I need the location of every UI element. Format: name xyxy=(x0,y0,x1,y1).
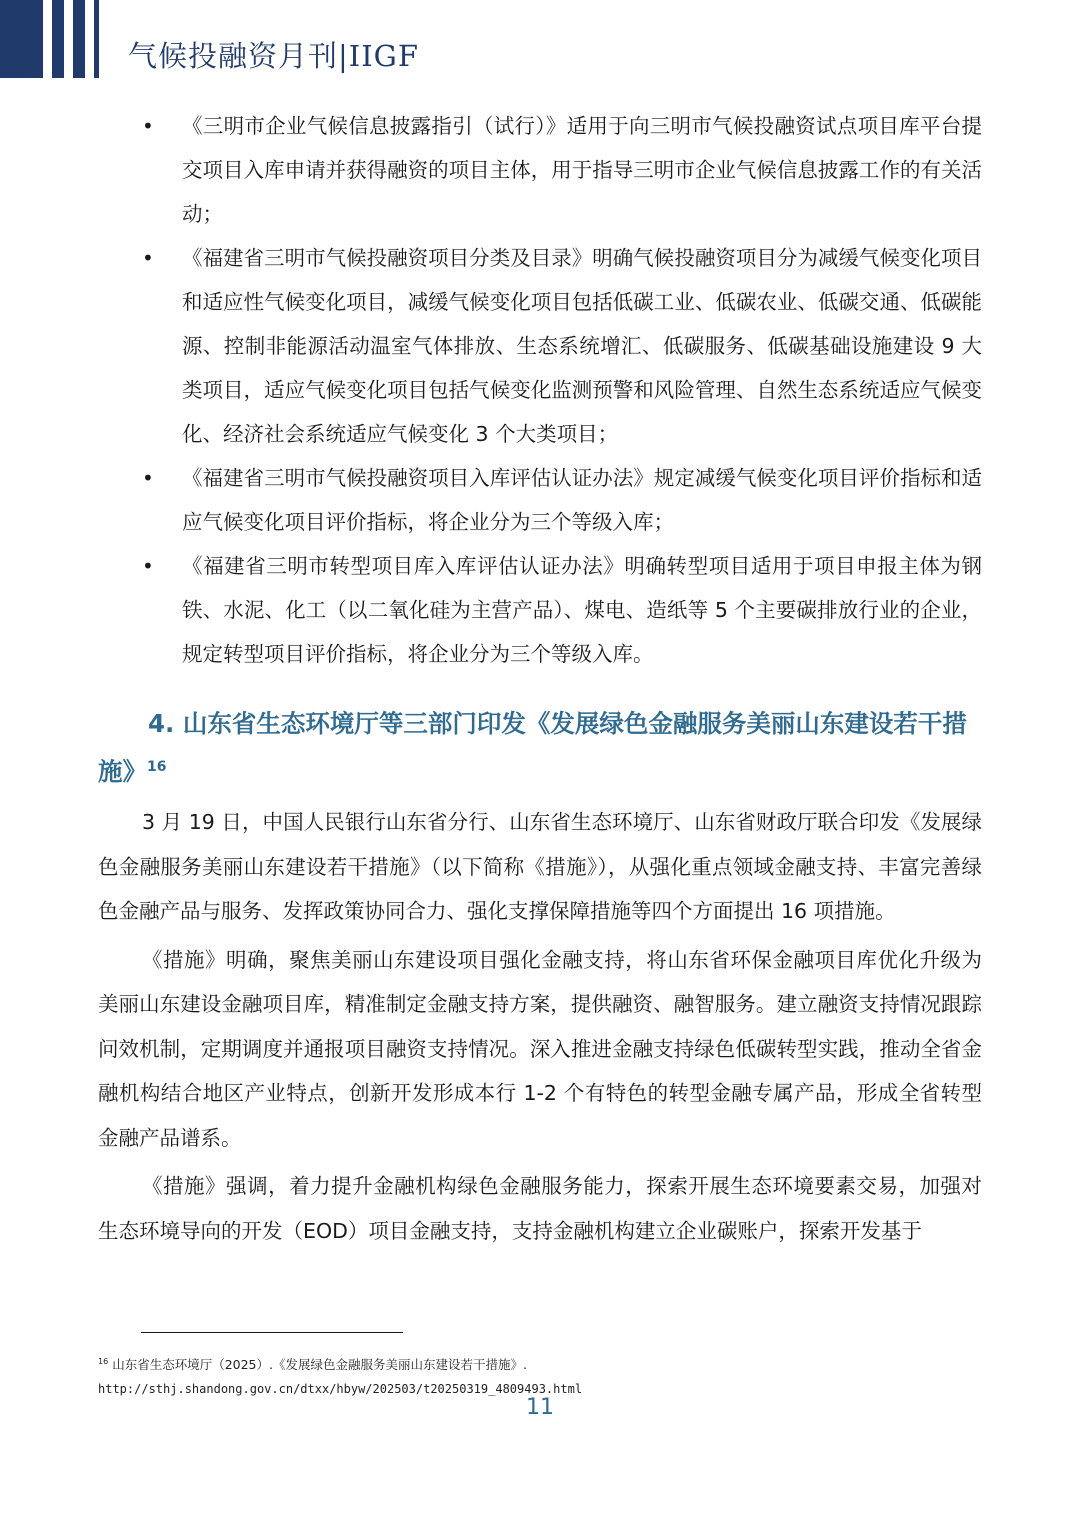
footnote-citation xyxy=(98,1353,798,1377)
header-bar xyxy=(0,0,43,78)
bullet-icon: • xyxy=(142,246,154,270)
footnote-text: 山东省生态环境厅（2025）.《发展绿色金融服务美丽山东建设若干措施》. xyxy=(112,1357,527,1372)
footnote-reference[interactable]: 16 xyxy=(147,758,167,775)
list-item xyxy=(98,104,982,236)
page-header xyxy=(0,0,1080,90)
body-paragraph: 《措施》明确，聚焦美丽山东建设项目强化金融支持，将山东省环保金融项目库优化升级为美丽山东建设金融项目库，精准制定金融支持方案，提供融资、融智服务。建立融资支持情况跟踪问效机制，定期调度并通报项目融资支持情况。深入推进金融支持绿色低碳转型实践，推动全省金融机构结合地区产业特点，创新开发形成本行 1-2 个有特色的转型金融专属产品，形成全省转型金融产品谱系。 xyxy=(98,947,982,1150)
footnote-number: 16 xyxy=(98,1356,109,1366)
list-item xyxy=(98,456,982,544)
bullet-list xyxy=(98,104,982,676)
list-item xyxy=(98,236,982,456)
body-paragraph: 3 月 19 日，中国人民银行山东省分行、山东省生态环境厅、山东省财政厅联合印发《发展绿色金融服务美丽山东建设若干措施》（以下简称《措施》），从强化重点领域金融支持、丰富完善绿色金融产品与服务、发挥政策协同合力、强化支撑保障措施等四个方面提出 16 项措施。 xyxy=(98,810,982,923)
bullet-icon: • xyxy=(142,466,154,490)
header-bar xyxy=(73,0,85,78)
footnote-url[interactable]: http://sthj.shandong.gov.cn/dtxx/hbyw/202503/t20250319_4809493.html xyxy=(98,1382,583,1396)
list-item-text: 《福建省三明市气候投融资项目入库评估认证办法》规定减缓气候变化项目评价指标和适应气候变化项目评价指标，将企业分为三个等级入库； xyxy=(182,466,982,534)
list-item xyxy=(98,544,982,676)
body-paragraph: 《措施》强调，着力提升金融机构绿色金融服务能力，探索开展生态环境要素交易，加强对生态环境导向的开发（EOD）项目金融支持，支持金融机构建立企业碳账户，探索开发基于 xyxy=(98,1174,982,1243)
list-item-text: 《福建省三明市气候投融资项目分类及目录》明确气候投融资项目分为减缓气候变化项目和适应性气候变化项目，减缓气候变化项目包括低碳工业、低碳农业、低碳交通、低碳能源、控制非能源活动温室气体排放、生态系统增汇、低碳服务、低碳基础设施建设 9 大类项目，适应气候变化项目包括气候变化监测预警和风险管理、自然生态系统适应气候变化、经济社会系统适应气候变化 3 个大类项目； xyxy=(182,246,982,446)
header-bar xyxy=(52,0,64,78)
page-number: 11 xyxy=(526,1395,554,1420)
footnote-divider xyxy=(141,1332,403,1333)
header-title: 气候投融资月刊|IIGF xyxy=(128,39,419,73)
list-item-text: 《福建省三明市转型项目库入库评估认证办法》明确转型项目适用于项目申报主体为钢铁、水泥、化工（以二氧化硅为主营产品）、煤电、造纸等 5 个主要碳排放行业的企业，规定转型项目评价指标，将企业分为三个等级入库。 xyxy=(182,554,982,666)
bullet-icon: • xyxy=(142,554,154,578)
section-heading-text: 4. 山东省生态环境厅等三部门印发《发展绿色金融服务美丽山东建设若干措施》 xyxy=(98,709,967,786)
list-item-text: 《三明市企业气候信息披露指引（试行）》适用于向三明市气候投融资试点项目库平台提交项目入库申请并获得融资的项目主体，用于指导三明市企业气候信息披露工作的有关活动； xyxy=(182,114,982,226)
footnote xyxy=(98,1353,798,1401)
bullet-icon: • xyxy=(142,114,154,138)
header-bar xyxy=(94,0,99,78)
section-heading xyxy=(98,700,982,796)
main-content xyxy=(98,104,982,1253)
header-decor-bars xyxy=(0,0,108,78)
